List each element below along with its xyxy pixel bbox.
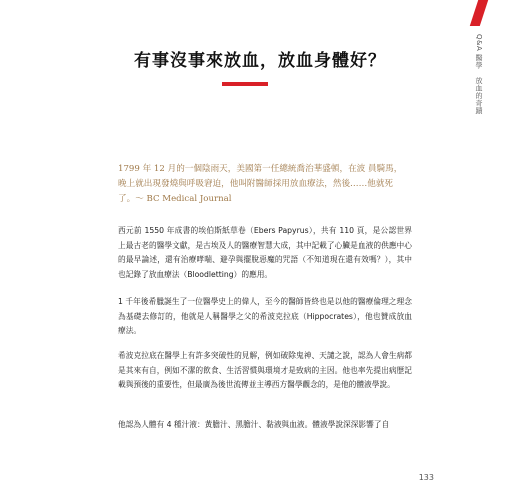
corner-stripe bbox=[470, 0, 488, 26]
paragraph-2: 1 千年後希臘誕生了一位醫學史上的偉人，至今的醫師皆終也是以他的醫療倫理之理念為基礎去修訂的，他就是人稱醫學之父的希波克拉底（Hippocrates），他也贊成放血療法。 bbox=[118, 297, 412, 336]
epigraph-quote: 1799 年 12 月的一個陰雨天，美國第一任總統喬治華盛頓，在波 員騎馬，晚上就出現發燒與呼吸窘迫，他叫附醫師採用放血療法，然後……他就死了。～ BC Medical Journal bbox=[118, 164, 403, 204]
paragraph-1: 西元前 1550 年成書的埃伯斯紙草卷（Ebers Papyrus），共有 110 頁，是公認世界上最古老的醫學文獻，是古埃及人的醫療智慧大成，其中記載了心臟是血液的供應中心的最早論述，還有治療哮喘、避孕與擺脫惡魔的咒語（不知道現在還有效嗎？），其中也記錄了放血療法（Bloodletting）的應用。 bbox=[118, 226, 412, 279]
paragraph-3: 希波克拉底在醫學上有許多突破性的見解，例如破除鬼神、天譴之說，認為人會生病都是其來有自，例如不潔的飲食、生活習慣與環境才是致病的主因。他也率先提出病歷記載與預後的重要性，但最廣為後世流傳並主導西方醫學觀念的，是他的體液學說。 bbox=[118, 351, 412, 390]
paragraph-4: 他認為人體有 4 種汁液：黃膽汁、黑膽汁、黏液與血液。體液學說深深影響了自 bbox=[118, 420, 390, 429]
page-number: 133 bbox=[418, 473, 434, 482]
side-tab-part2: 放血的奇蹟 bbox=[475, 76, 483, 115]
page-title: 有事沒事來放血，放血身體好？ bbox=[134, 51, 386, 71]
title-underline bbox=[222, 82, 268, 86]
side-tab-part1: Q&A 醫學 bbox=[475, 34, 483, 69]
